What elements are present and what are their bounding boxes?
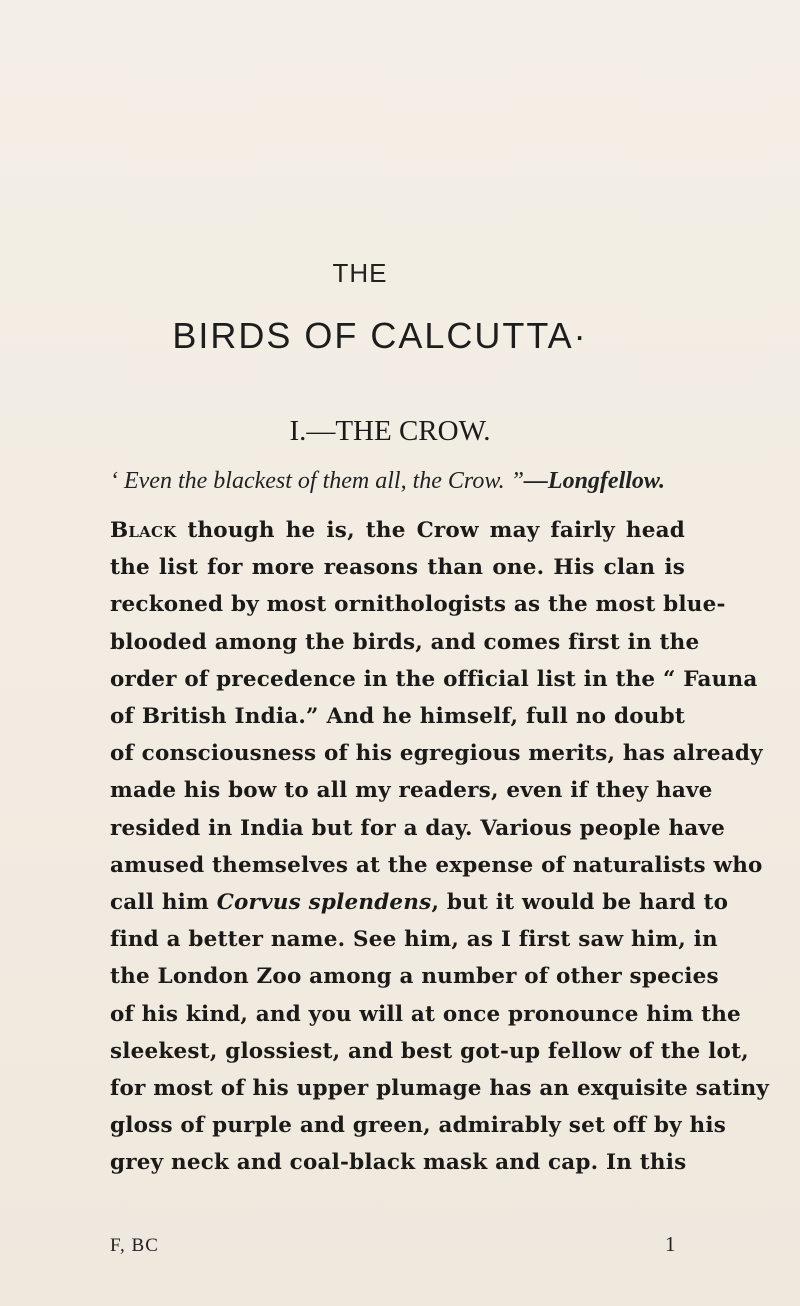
species-name: Corvus splendens: [216, 890, 432, 916]
body-line: of British India.” And he himself, full no doubt: [110, 704, 685, 730]
chapter-heading: I.—THE CROW.: [289, 415, 491, 447]
body-line: of consciousness of his egregious merits, has already: [110, 741, 763, 767]
signature-mark: F, BC: [110, 1235, 159, 1256]
body-line: of his kind, and you will at once pronounce him the: [110, 1001, 741, 1027]
body-line: order of precedence in the official list in the “ Fauna: [110, 666, 758, 692]
body-line: the list for more reasons than one. His clan is: [110, 555, 685, 581]
body-line: find a better name. See him, as I first saw him, in: [110, 927, 718, 953]
body-line: resided in India but for a day. Various people have: [110, 815, 726, 841]
lead-word: Black: [110, 518, 177, 543]
body-line: for most of his upper plumage has an exquisite satiny: [110, 1076, 770, 1102]
book-title: BIRDS OF CALCUTTA·: [172, 315, 588, 356]
body-paragraph: [110, 512, 770, 1182]
body-line: the London Zoo among a number of other species: [110, 964, 719, 990]
body-line: sleekest, glossiest, and best got-up fellow of the lot,: [110, 1038, 749, 1064]
body-line: gloss of purple and green, admirably set off by his: [110, 1113, 727, 1139]
body-line: grey neck and coal-black mask and cap. In this: [110, 1150, 687, 1176]
body-line: amused themselves at the expense of naturalists who: [110, 852, 763, 878]
body-line: made his bow to all my readers, even if they have: [110, 778, 713, 804]
body-line: reckoned by most ornithologists as the most blue-: [110, 592, 726, 618]
body-line: call him Corvus splendens, but it would be hard to: [110, 890, 729, 916]
body-line: Black though he is, the Crow may fairly head: [110, 518, 685, 543]
title-prefix: THE: [332, 258, 388, 288]
epigraph-author: —Longfellow.: [523, 468, 666, 494]
epigraph-quote: ‘ Even the blackest of them all, the Crow. ”: [110, 468, 524, 494]
epigraph: [110, 468, 710, 495]
page-number: 1: [665, 1232, 676, 1256]
body-line: blooded among the birds, and comes first in the: [110, 629, 700, 655]
